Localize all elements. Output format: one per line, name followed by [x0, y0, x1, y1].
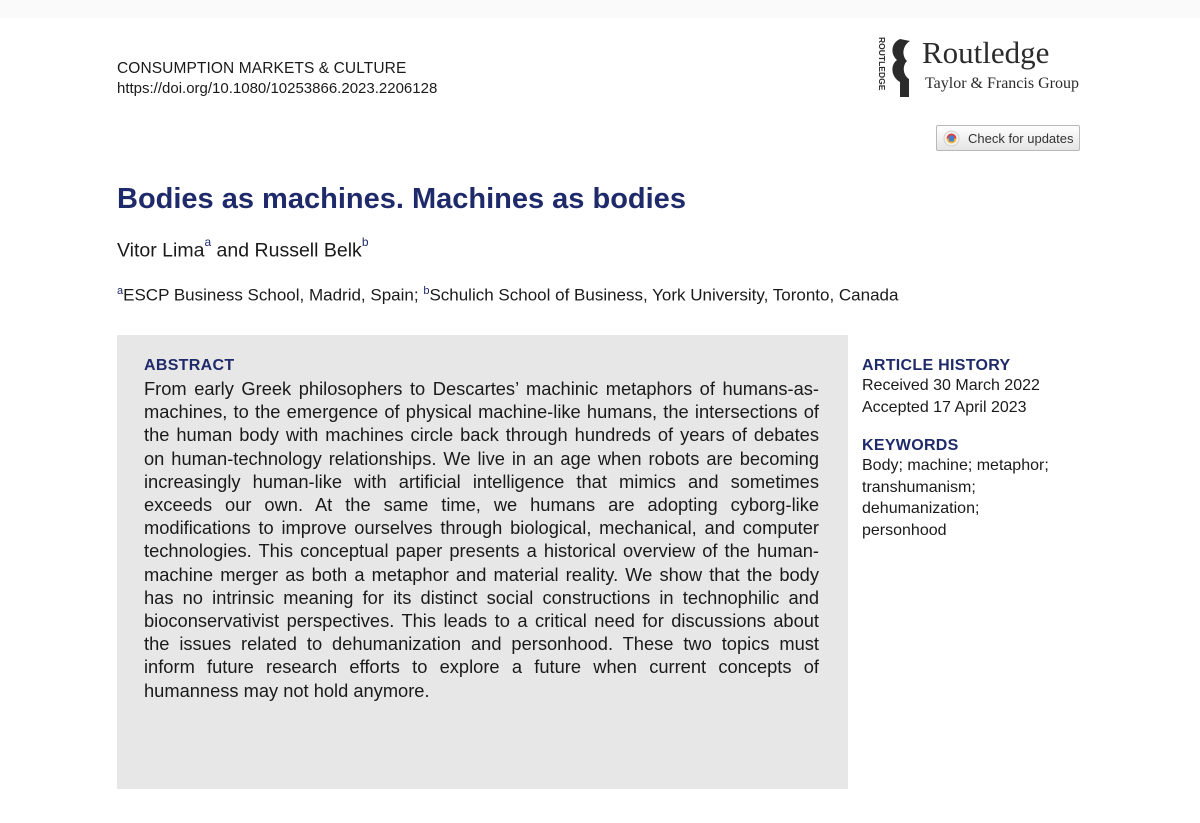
- affiliation-text: Schulich School of Business, York University, Toronto, Canada: [429, 285, 899, 305]
- logo-vertical-text: ROUTLEDGE: [877, 37, 887, 91]
- affiliation-marker: b: [423, 285, 430, 297]
- keyword-line: Body; machine; metaphor;: [862, 457, 1049, 474]
- keyword-line: personhood: [862, 521, 947, 539]
- affiliations: [117, 285, 898, 306]
- top-edge: [0, 0, 1200, 18]
- author-joiner: and: [216, 239, 250, 262]
- affiliation-marker: a: [117, 285, 124, 297]
- abstract-heading: ABSTRACT: [144, 357, 235, 374]
- article-title: Bodies as machines. Machines as bodies: [117, 183, 686, 215]
- author-affiliation-marker: a: [204, 235, 212, 249]
- affiliation-text: ESCP Business School, Madrid, Spain;: [123, 285, 419, 305]
- author-name[interactable]: Russell Belk: [254, 239, 362, 262]
- keywords-heading: KEYWORDS: [862, 437, 959, 454]
- routledge-logo-icon: [870, 35, 922, 99]
- accepted-date: Accepted 17 April 2023: [862, 398, 1027, 416]
- check-for-updates-button[interactable]: [936, 125, 1080, 151]
- journal-name: CONSUMPTION MARKETS & CULTURE: [117, 60, 407, 77]
- crossmark-icon: [943, 130, 960, 147]
- author-affiliation-marker: b: [361, 235, 369, 249]
- check-for-updates-label: Check for updates: [968, 131, 1074, 146]
- abstract-panel: [117, 335, 848, 789]
- doi-link[interactable]: https://doi.org/10.1080/10253866.2023.2206128: [117, 80, 438, 97]
- abstract-body: From early Greek philosophers to Descartes’ machinic metaphors of humans-as-machines, to the emergence of physical machine-like humans, the intersections of the human body with machines circle back through hundreds of years of debates on human-technology relationships. We live in an age when robots are becoming increasingly human-like with artificial intelligence that mimics and sometimes exceeds our own. At the same time, we humans are adopting cyborg-like modifications to improve ourselves through biological, mechanical, and computer technologies. This conceptual paper presents a historical overview of the human-machine merger as both a metaphor and material reality. We show that the body has no intrinsic meaning for its distinct social constructions in technophilic and bioconservativist perspectives. This leads to a critical need for discussions about the issues related to dehumanization and personhood. These two topics must inform future research efforts to explore a future when current concepts of humanness may not hold anymore.: [144, 378, 819, 701]
- publisher-name: Routledge: [922, 35, 1050, 70]
- article-sidebar: [862, 357, 1162, 541]
- article-history-heading: ARTICLE HISTORY: [862, 357, 1011, 374]
- publisher-group: Taylor & Francis Group: [925, 75, 1079, 92]
- author-list: [117, 235, 369, 263]
- received-date: Received 30 March 2022: [862, 377, 1040, 394]
- keyword-line: dehumanization;: [862, 500, 980, 517]
- routledge-logo: [870, 35, 1090, 105]
- author-name[interactable]: Vitor Lima: [117, 239, 205, 262]
- keyword-line: transhumanism;: [862, 478, 976, 496]
